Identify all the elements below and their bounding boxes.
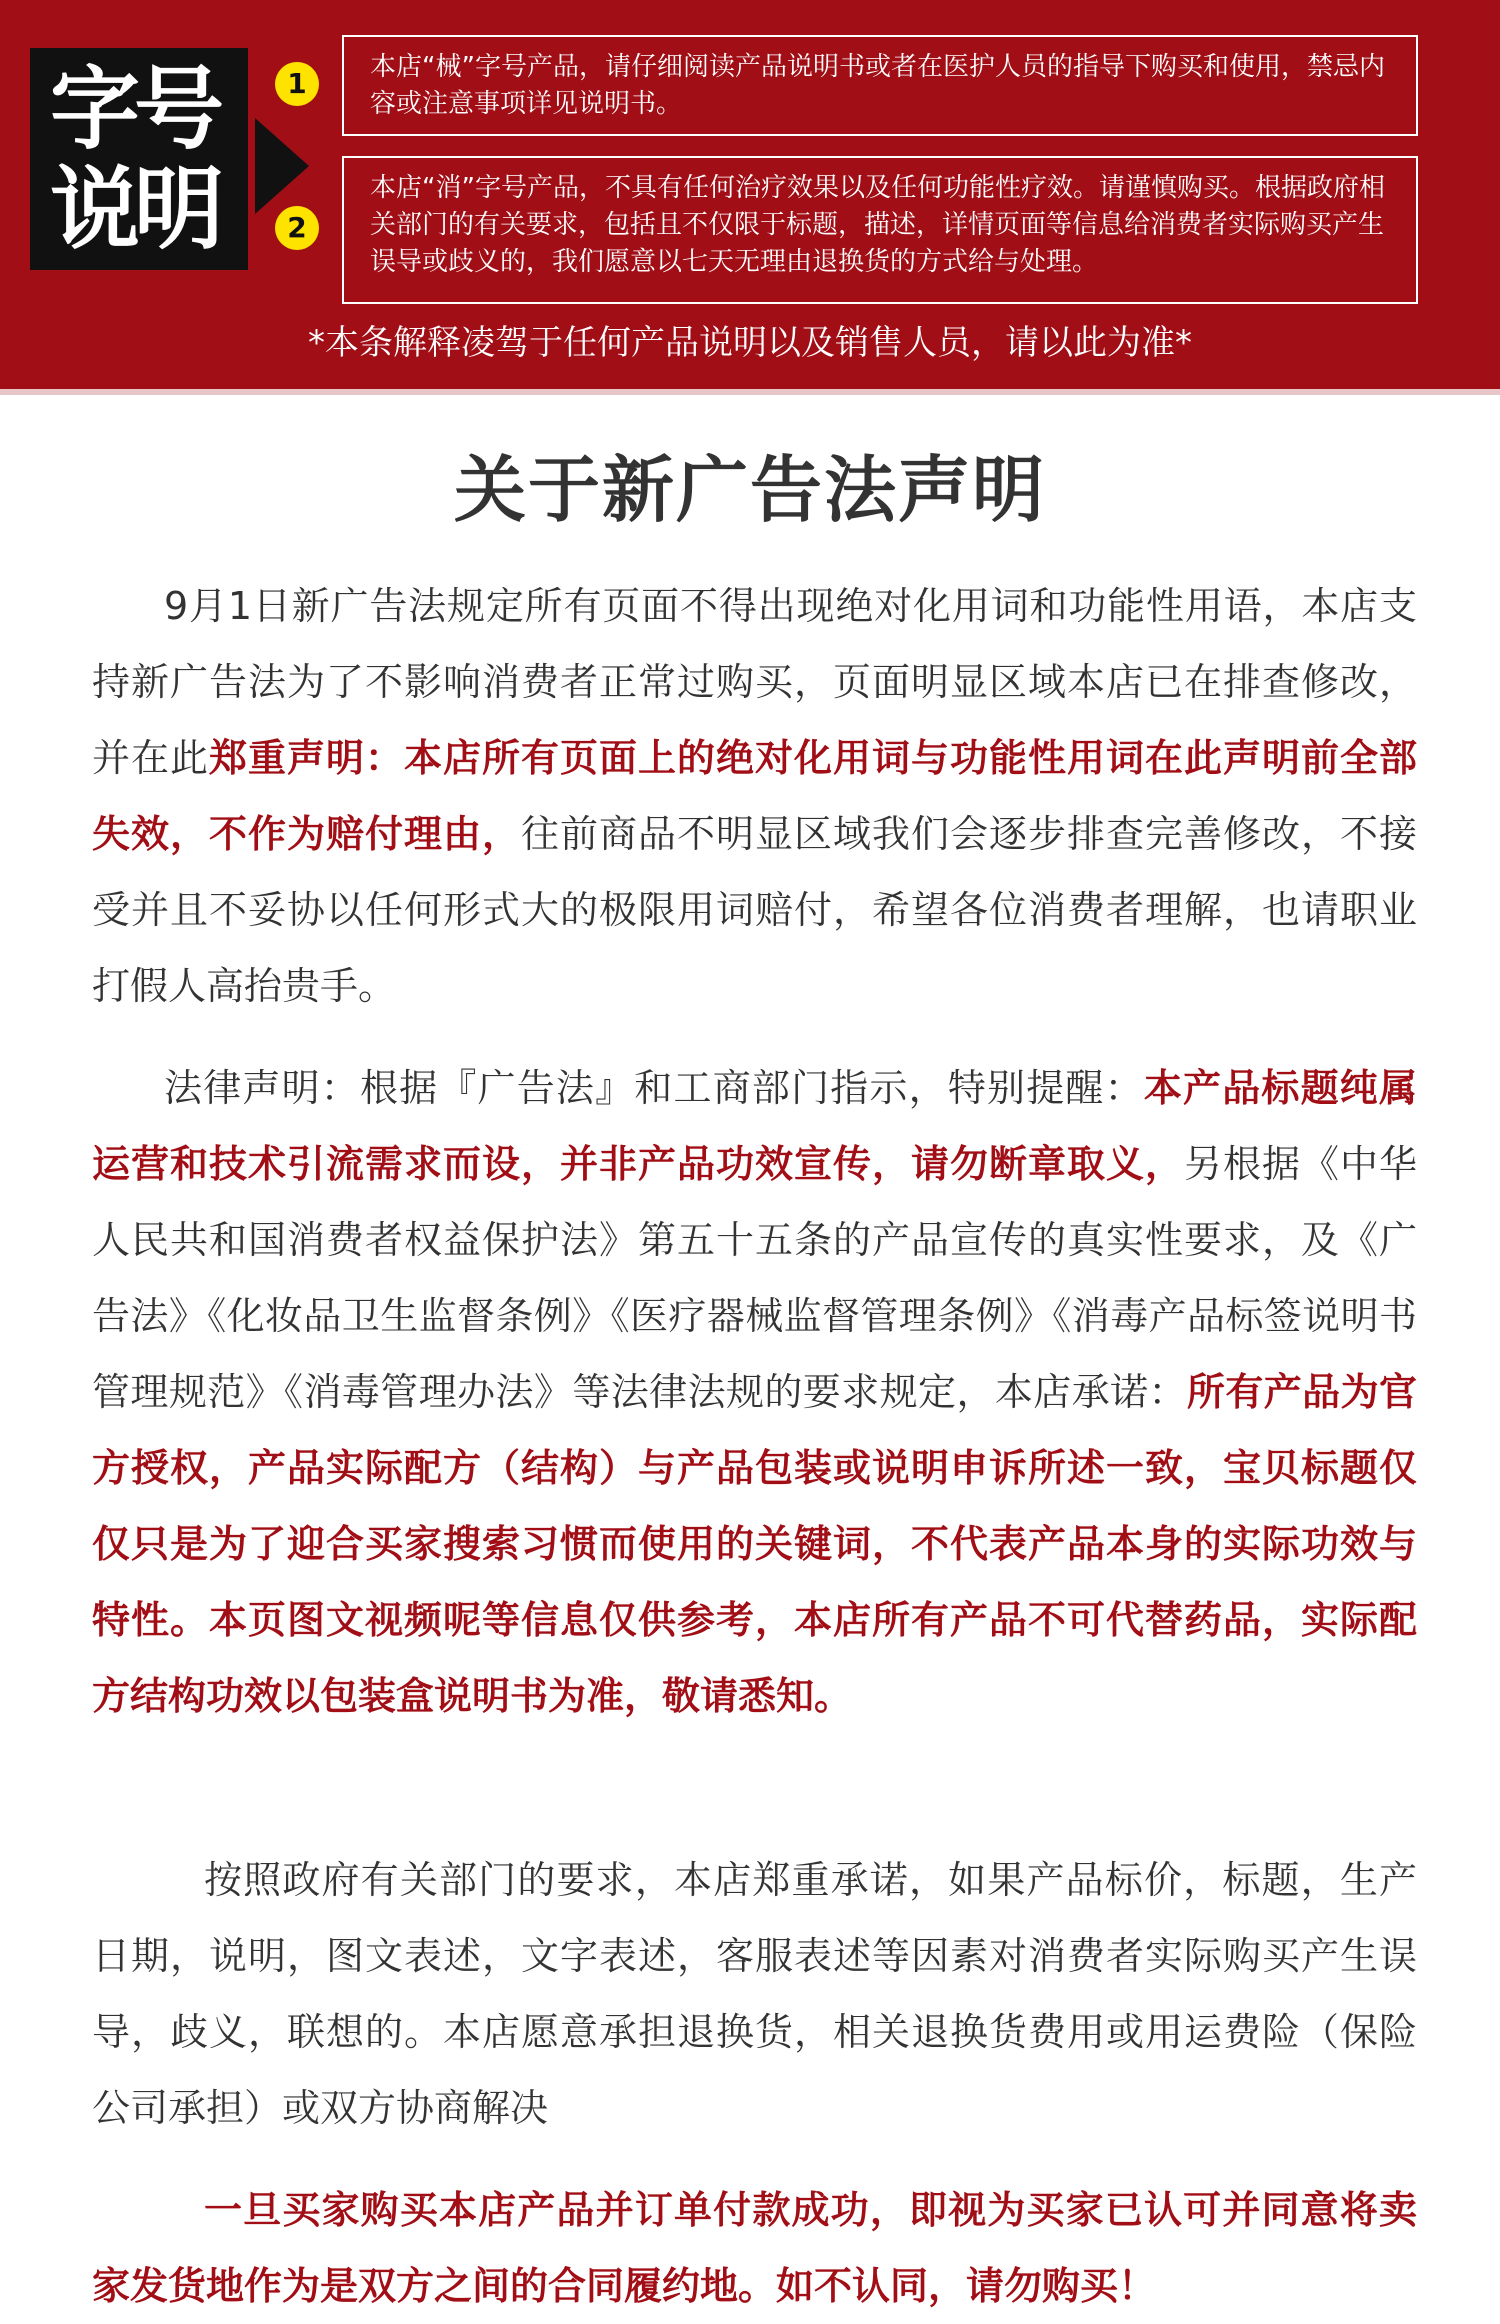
paragraph-commitment: 按照政府有关部门的要求，本店郑重承诺，如果产品标价，标题，生产日期，说明，图文表述，文字表述，客服表述等因素对消费者实际购买产生误导，歧义，联想的。本店愿意承担退换货，相关退换货费用或用运费险（保险公司承担）或双方协商解决	[92, 1858, 1417, 2130]
paragraph-legal-statement	[92, 1050, 1417, 1734]
logo-line-2: 说明	[50, 157, 218, 262]
paragraph2-highlight-b: 所有产品为官方授权，产品实际配方（结构）与产品包装或说明申诉所述一致，宝贝标题仅仅只是为了迎合买家搜索习惯而使用的关键词，不代表产品本身的实际功效与特性。本页图文视频呢等信息仅供参考，本店所有产品不可代替药品，实际配方结构功效以包装盒说明书为准，敬请悉知。	[92, 1370, 1417, 1718]
paragraph1-text-b: 往前商品不明显区域我们会逐步排查完善修改，不接受并且不妥协以任何形式大的极限用词赔付，希望各位消费者理解，也请职业打假人高抬贵手。	[92, 812, 1417, 1008]
paragraph4-highlight: 一旦买家购买本店产品并订单付款成功，即视为买家已认可并同意将卖家发货地作为是双方之间的合同履约地。如不认同，请勿购买！	[92, 2188, 1417, 2308]
paragraph-ad-law	[92, 568, 1417, 1024]
badge-number-1: 1	[275, 62, 319, 106]
paragraph2-text-b: 另根据《中华人民共和国消费者权益保护法》第五十五条的产品宣传的真实性要求，及《广告法》《化妆品卫生监督条例》《医疗器械监督管理条例》《消毒产品标签说明书管理规范》《消毒管理办法》等法律法规的要求规定，本店承诺：	[92, 1142, 1417, 1414]
notice-device-products: 本店“械”字号产品，请仔细阅读产品说明书或者在医护人员的指导下购买和使用，禁忌内容或注意事项详见说明书。	[342, 35, 1418, 136]
notice-disinfect-products: 本店“消”字号产品，不具有任何治疗效果以及任何功能性疗效。请谨慎购买。根据政府相关部门的有关要求，包括且不仅限于标题，描述，详情页面等信息给消费者实际购买产生误导或歧义的，我们愿意以七天无理由退换货的方式给与处理。	[342, 156, 1418, 304]
paragraph2-text-a: 法律声明：根据『广告法』和工商部门指示，特别提醒：	[164, 1066, 1144, 1110]
paragraph1-highlight: 郑重声明：本店所有页面上的绝对化用词与功能性用词在此声明前全部失效，不作为赔付理由，	[92, 736, 1417, 856]
logo-line-1: 字号	[50, 57, 218, 162]
paragraph1-text-a: 9月1日新广告法规定所有页面不得出现绝对化用词和功能性用语，本店支持新广告法为了不影响消费者正常过购买，页面明显区域本店已在排查修改，并在此	[92, 584, 1417, 780]
page-title: 关于新广告法声明	[453, 448, 1046, 532]
header-banner	[0, 0, 1500, 395]
header-footnote: *本条解释凌驾于任何产品说明以及销售人员，请以此为准*	[308, 323, 1192, 363]
paragraph-contract-location	[92, 2172, 1417, 2324]
logo-box	[30, 48, 248, 270]
paragraph2-highlight-a: 本产品标题纯属运营和技术引流需求而设，并非产品功效宣传，请勿断章取义，	[92, 1066, 1417, 1186]
badge-number-2: 2	[275, 206, 319, 250]
arrow-right-icon	[255, 118, 309, 214]
